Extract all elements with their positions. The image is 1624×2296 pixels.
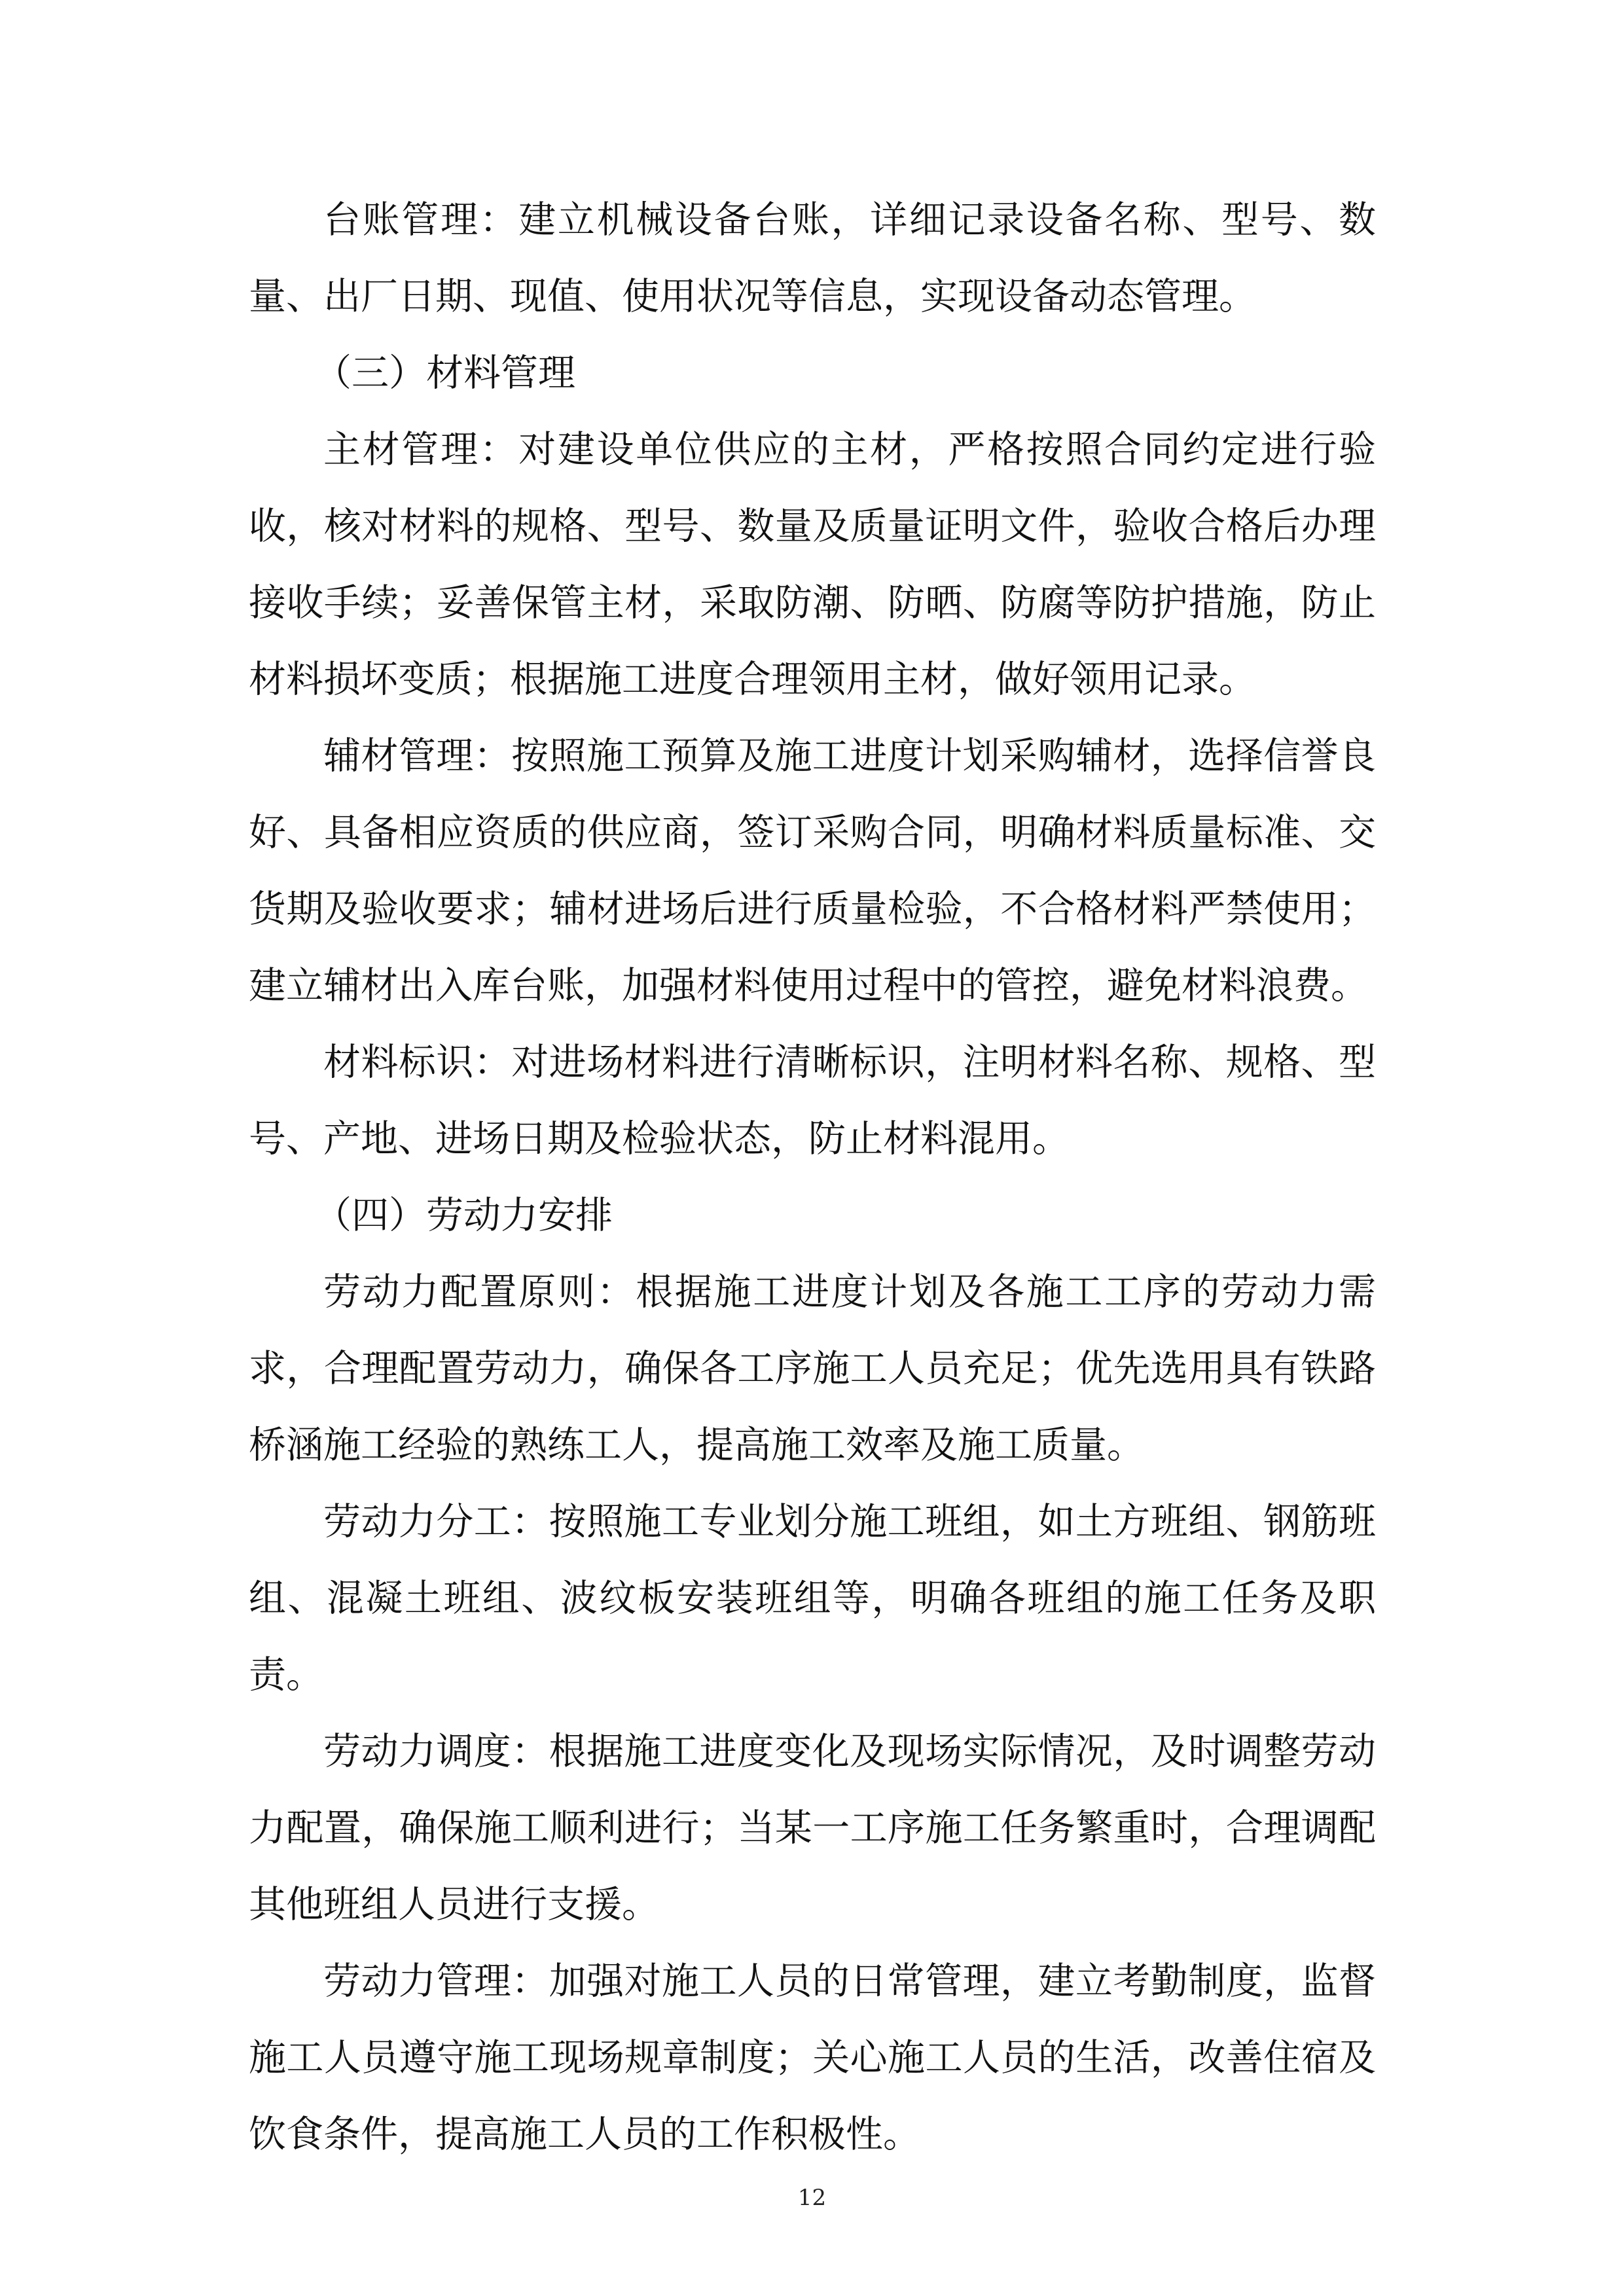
paragraph-material-labeling: 材料标识：对进场材料进行清晰标识，注明材料名称、规格、型号、产地、进场日期及检验状态，防止材料混用。 — [249, 1041, 1376, 1160]
paragraph-labor-principles: 劳动力配置原则：根据施工进度计划及各施工工序的劳动力需求，合理配置劳动力，确保各工序施工人员充足；优先选用具有铁路桥涵施工经验的熟练工人，提高施工效率及施工质量。 — [249, 1270, 1376, 1467]
paragraph-labor-management: 劳动力管理：加强对施工人员的日常管理，建立考勤制度，监督施工人员遵守施工现场规章制度；关心施工人员的生活，改善住宿及饮食条件，提高施工人员的工作积极性。 — [249, 1960, 1376, 2156]
paragraph-labor-dispatch: 劳动力调度：根据施工进度变化及现场实际情况，及时调整劳动力配置，确保施工顺利进行；当某一工序施工任务繁重时，合理调配其他班组人员进行支援。 — [249, 1730, 1376, 1926]
section-heading-materials: （三）材料管理 — [314, 351, 575, 395]
page-number: 12 — [797, 2185, 827, 2211]
section-heading-labor: （四）劳动力安排 — [314, 1194, 613, 1237]
paragraph-labor-division: 劳动力分工：按照施工专业划分施工班组，如土方班组、钢筋班组、混凝土班组、波纹板安装班组等，明确各班组的施工任务及职责。 — [249, 1500, 1376, 1696]
paragraph-equipment-ledger: 台账管理：建立机械设备台账，详细记录设备名称、型号、数量、出厂日期、现值、使用状况等信息，实现设备动态管理。 — [249, 198, 1376, 318]
document-body — [249, 182, 1376, 2173]
paragraph-main-materials: 主材管理：对建设单位供应的主材，严格按照合同约定进行验收，核对材料的规格、型号、数量及质量证明文件，验收合格后办理接收手续；妥善保管主材，采取防潮、防晒、防腐等防护措施，防止材料损坏变质；根据施工进度合理领用主材，做好领用记录。 — [249, 428, 1376, 701]
paragraph-auxiliary-materials: 辅材管理：按照施工预算及施工进度计划采购辅材，选择信誉良好、具备相应资质的供应商，签订采购合同，明确材料质量标准、交货期及验收要求；辅材进场后进行质量检验，不合格材料严禁使用；建立辅材出入库台账，加强材料使用过程中的管控，避免材料浪费。 — [249, 734, 1376, 1007]
